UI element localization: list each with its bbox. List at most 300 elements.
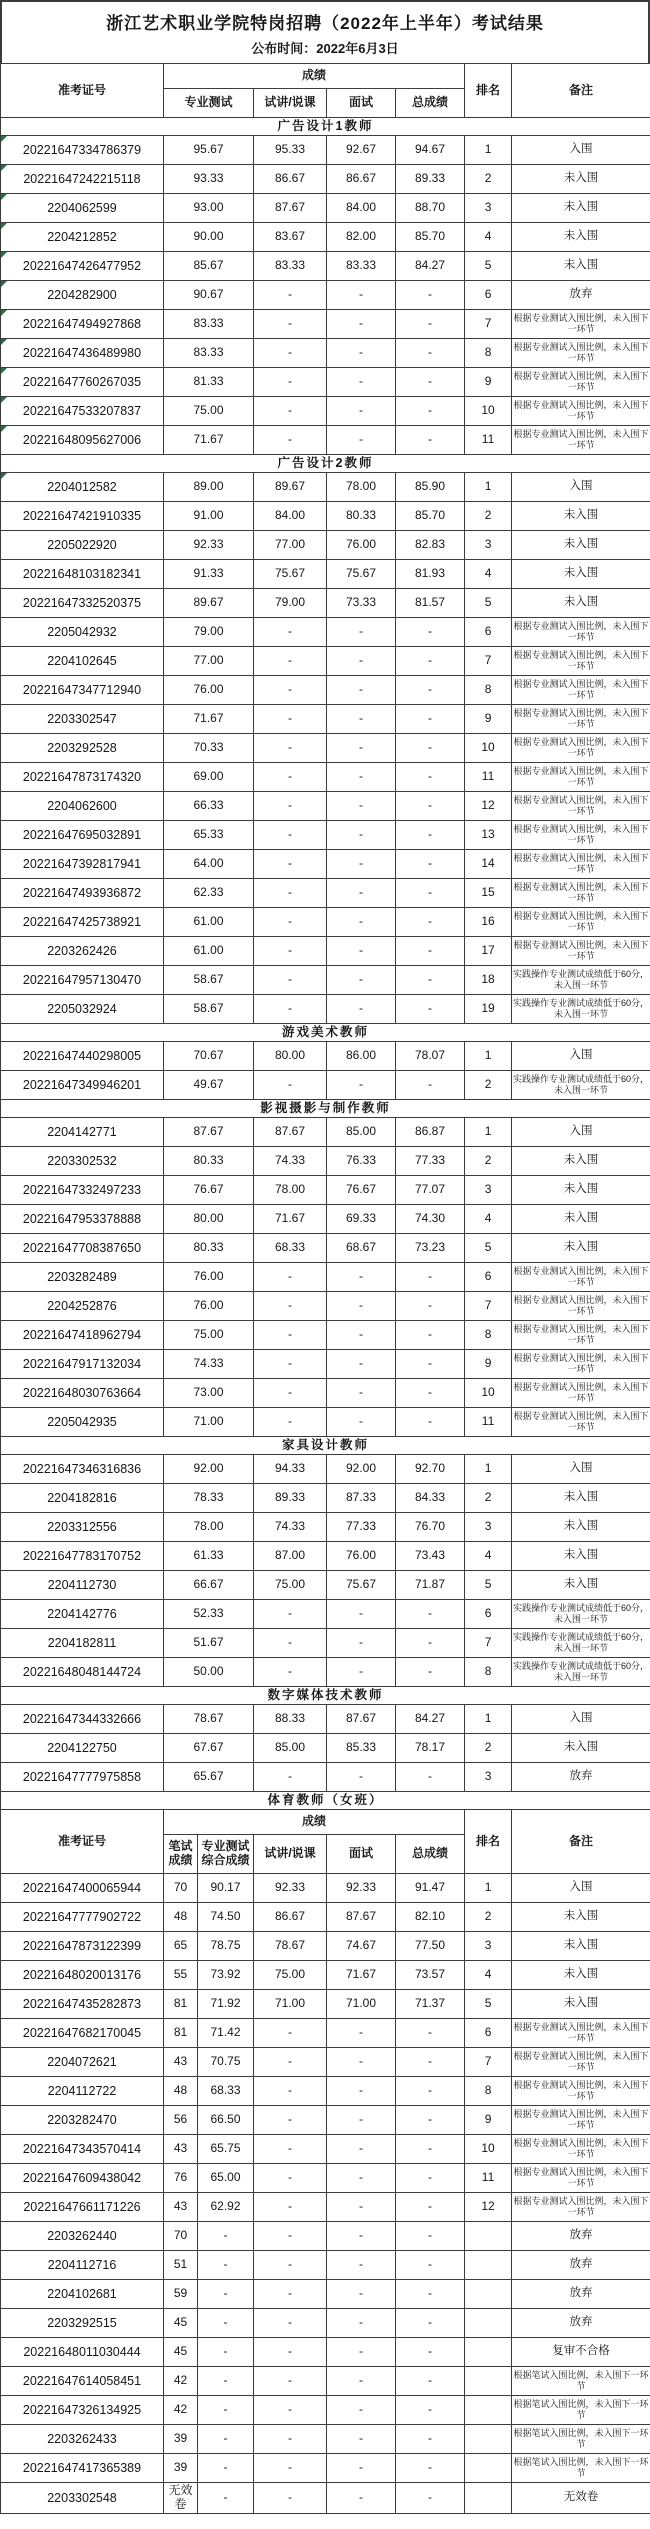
rank-cell: 6	[465, 618, 512, 647]
score-cell: -	[396, 1379, 465, 1408]
section-band-row	[1, 1100, 650, 1118]
score-cell: -	[396, 1321, 465, 1350]
score-cell: 92.00	[164, 1455, 254, 1484]
score-cell: 65.67	[164, 1763, 254, 1792]
score-cell: -	[327, 1629, 396, 1658]
score-cell: 42	[164, 2396, 198, 2425]
score-cell: -	[254, 705, 327, 734]
score-cell: -	[254, 850, 327, 879]
table-row	[1, 1350, 650, 1379]
table-row	[1, 1321, 650, 1350]
remark-cell: 放弃	[512, 281, 650, 310]
remark-cell: 未入围	[512, 1571, 650, 1600]
score-cell: -	[396, 281, 465, 310]
score-cell: 76.00	[164, 676, 254, 705]
score-cell: -	[198, 2454, 254, 2483]
score-cell: 64.00	[164, 850, 254, 879]
score-cell: -	[254, 966, 327, 995]
rank-cell: 7	[465, 2048, 512, 2077]
score-cell: 71.37	[396, 1990, 465, 2019]
rank-cell: 2	[465, 1734, 512, 1763]
rank-cell: 2	[465, 1903, 512, 1932]
remark-cell: 未入围	[512, 1176, 650, 1205]
score-cell: 68.67	[327, 1234, 396, 1263]
score-cell: -	[327, 966, 396, 995]
remark-cell: 根据专业测试入围比例，未入围下一环节	[512, 310, 650, 339]
score-cell: -	[327, 310, 396, 339]
exam-number-cell: 20221647346316836	[1, 1455, 164, 1484]
remark-cell: 未入围	[512, 502, 650, 531]
score-cell: -	[198, 2425, 254, 2454]
score-cell: -	[327, 2106, 396, 2135]
section-title: 数字媒体技术教师	[1, 1687, 650, 1705]
exam-number-cell: 2204062600	[1, 792, 164, 821]
table-row	[1, 1147, 650, 1176]
score-cell: 75.00	[164, 397, 254, 426]
score-cell: -	[254, 397, 327, 426]
rank-cell: 10	[465, 734, 512, 763]
results-table	[0, 63, 650, 2514]
score-cell: 78.17	[396, 1734, 465, 1763]
table-row	[1, 368, 650, 397]
section-band-row	[1, 455, 650, 473]
score-cell: 75.00	[254, 1571, 327, 1600]
remark-cell: 未入围	[512, 1205, 650, 1234]
score-cell: 73.33	[327, 589, 396, 618]
exam-number-cell: 2204012582	[1, 473, 164, 502]
rank-cell: 14	[465, 850, 512, 879]
section-title: 游戏美术教师	[1, 1024, 650, 1042]
remark-cell: 根据专业测试入围比例，未入围下一环节	[512, 763, 650, 792]
table-row	[1, 1763, 650, 1792]
score-cell: 91.47	[396, 1874, 465, 1903]
table-row	[1, 589, 650, 618]
header-rank: 排名	[465, 64, 512, 118]
score-cell: -	[327, 2135, 396, 2164]
score-cell: 78.07	[396, 1042, 465, 1071]
remark-cell: 未入围	[512, 1234, 650, 1263]
remark-cell: 实践操作专业测试成绩低于60分，未入围一环节	[512, 1658, 650, 1687]
score-cell: 95.33	[254, 136, 327, 165]
score-cell: -	[327, 647, 396, 676]
remark-cell: 放弃	[512, 1763, 650, 1792]
exam-number-cell: 20221648020013176	[1, 1961, 164, 1990]
score-cell: -	[198, 2396, 254, 2425]
remark-cell: 根据专业测试入围比例，未入围下一环节	[512, 879, 650, 908]
table-row	[1, 1600, 650, 1629]
score-cell: -	[396, 1350, 465, 1379]
exam-number-cell: 2204102645	[1, 647, 164, 676]
remark-cell: 根据专业测试入围比例，未入围下一环节	[512, 368, 650, 397]
table-header-row	[1, 1810, 650, 1835]
table-header-row	[1, 64, 650, 89]
exam-number-cell: 20221647708387650	[1, 1234, 164, 1263]
score-cell: 56	[164, 2106, 198, 2135]
score-cell: -	[396, 618, 465, 647]
rank-cell: 15	[465, 879, 512, 908]
exam-number-cell: 20221647334786379	[1, 136, 164, 165]
score-cell: -	[254, 426, 327, 455]
table-row	[1, 2193, 650, 2222]
rank-cell: 5	[465, 589, 512, 618]
header-exam-no: 准考证号	[1, 1810, 164, 1874]
score-cell: -	[254, 2425, 327, 2454]
table-row	[1, 1484, 650, 1513]
rank-cell: 9	[465, 368, 512, 397]
score-cell: 78.00	[254, 1176, 327, 1205]
remark-cell: 根据专业测试入围比例，未入围下一环节	[512, 339, 650, 368]
remark-cell: 根据笔试入围比例，未入围下一环节	[512, 2454, 650, 2483]
score-cell: 71.67	[164, 426, 254, 455]
table-row	[1, 1118, 650, 1147]
rank-cell: 2	[465, 1147, 512, 1176]
score-cell: -	[396, 792, 465, 821]
table-row	[1, 2396, 650, 2425]
score-cell: 83.33	[164, 339, 254, 368]
score-cell: 85.70	[396, 502, 465, 531]
score-cell: -	[254, 2483, 327, 2514]
rank-cell: 8	[465, 1321, 512, 1350]
table-row	[1, 2280, 650, 2309]
remark-cell: 根据专业测试入围比例，未入围下一环节	[512, 705, 650, 734]
score-cell: 58.67	[164, 966, 254, 995]
score-cell: 66.33	[164, 792, 254, 821]
score-cell: -	[327, 2396, 396, 2425]
score-cell: -	[396, 1071, 465, 1100]
score-cell: 84.27	[396, 1705, 465, 1734]
table-row	[1, 136, 650, 165]
remark-cell: 根据专业测试入围比例，未入围下一环节	[512, 2135, 650, 2164]
section-band-row	[1, 1792, 650, 1810]
exam-number-cell: 2203302547	[1, 705, 164, 734]
score-cell: 87.00	[254, 1542, 327, 1571]
remark-cell: 入围	[512, 1042, 650, 1071]
table-row	[1, 937, 650, 966]
remark-cell: 根据专业测试入围比例，未入围下一环节	[512, 908, 650, 937]
table-row	[1, 2164, 650, 2193]
table-row	[1, 1176, 650, 1205]
rank-cell: 3	[465, 531, 512, 560]
table-row	[1, 1903, 650, 1932]
score-cell: 94.67	[396, 136, 465, 165]
score-cell: -	[396, 2077, 465, 2106]
score-cell: -	[396, 705, 465, 734]
score-cell: 92.00	[327, 1455, 396, 1484]
exam-number-cell: 2205032924	[1, 995, 164, 1024]
section-band-row	[1, 1024, 650, 1042]
table-row	[1, 2077, 650, 2106]
score-cell: 85.00	[254, 1734, 327, 1763]
score-cell: 87.67	[164, 1118, 254, 1147]
remark-cell: 未入围	[512, 560, 650, 589]
score-cell: -	[327, 1600, 396, 1629]
score-cell: -	[396, 2106, 465, 2135]
remark-cell: 根据专业测试入围比例，未入围下一环节	[512, 2164, 650, 2193]
table-row	[1, 2048, 650, 2077]
header-score-col: 面试	[327, 1835, 396, 1874]
score-cell: 76.00	[164, 1263, 254, 1292]
score-cell: 70.75	[198, 2048, 254, 2077]
score-cell: -	[396, 397, 465, 426]
score-cell: 71.87	[396, 1571, 465, 1600]
rank-cell: 4	[465, 223, 512, 252]
score-cell: -	[396, 1763, 465, 1792]
exam-number-cell: 20221647344332666	[1, 1705, 164, 1734]
rank-cell	[465, 2454, 512, 2483]
exam-number-cell: 20221647953378888	[1, 1205, 164, 1234]
exam-number-cell: 20221648095627006	[1, 426, 164, 455]
score-cell: -	[396, 2019, 465, 2048]
remark-cell: 未入围	[512, 589, 650, 618]
score-cell: 76.70	[396, 1513, 465, 1542]
header-score-group: 成绩	[164, 64, 465, 89]
rank-cell: 3	[465, 1513, 512, 1542]
score-cell: -	[254, 995, 327, 1024]
table-row	[1, 165, 650, 194]
header-score-col: 总成绩	[396, 89, 465, 118]
score-cell: 73.00	[164, 1379, 254, 1408]
rank-cell	[465, 2251, 512, 2280]
rank-cell: 1	[465, 1118, 512, 1147]
table-row	[1, 792, 650, 821]
score-cell: -	[254, 1763, 327, 1792]
table-row	[1, 1932, 650, 1961]
score-cell: -	[327, 2483, 396, 2514]
score-cell: -	[254, 908, 327, 937]
score-cell: -	[396, 1292, 465, 1321]
score-cell: 83.67	[254, 223, 327, 252]
header-score-col: 面试	[327, 89, 396, 118]
score-cell: 83.33	[327, 252, 396, 281]
remark-cell: 根据专业测试入围比例，未入围下一环节	[512, 850, 650, 879]
remark-cell: 实践操作专业测试成绩低于60分，未入围一环节	[512, 995, 650, 1024]
remark-cell: 未入围	[512, 1961, 650, 1990]
rank-cell: 18	[465, 966, 512, 995]
score-cell: 80.33	[164, 1147, 254, 1176]
score-cell: 81	[164, 2019, 198, 2048]
remark-cell: 未入围	[512, 1903, 650, 1932]
score-cell: -	[396, 2309, 465, 2338]
exam-number-cell: 2203292528	[1, 734, 164, 763]
rank-cell: 10	[465, 1379, 512, 1408]
table-row	[1, 2251, 650, 2280]
rank-cell: 9	[465, 2106, 512, 2135]
table-row	[1, 734, 650, 763]
score-cell: -	[254, 1350, 327, 1379]
score-cell: 58.67	[164, 995, 254, 1024]
exam-number-cell: 20221647421910335	[1, 502, 164, 531]
score-cell: -	[254, 2193, 327, 2222]
score-cell: -	[327, 618, 396, 647]
score-cell: -	[327, 368, 396, 397]
table-row	[1, 966, 650, 995]
score-cell: 82.10	[396, 1903, 465, 1932]
exam-number-cell: 20221647682170045	[1, 2019, 164, 2048]
table-row	[1, 908, 650, 937]
score-cell: 77.00	[164, 647, 254, 676]
rank-cell: 9	[465, 705, 512, 734]
remark-cell: 未入围	[512, 194, 650, 223]
score-cell: 62.33	[164, 879, 254, 908]
score-cell: 65.00	[198, 2164, 254, 2193]
table-row	[1, 879, 650, 908]
exam-number-cell: 20221647332520375	[1, 589, 164, 618]
exam-number-cell: 20221647435282873	[1, 1990, 164, 2019]
score-cell: 87.67	[327, 1705, 396, 1734]
score-cell: 70	[164, 1874, 198, 1903]
score-cell: 无效卷	[164, 2483, 198, 2514]
score-cell: 61.00	[164, 937, 254, 966]
rank-cell: 5	[465, 1234, 512, 1263]
score-cell: -	[254, 2309, 327, 2338]
rank-cell: 6	[465, 1263, 512, 1292]
score-cell: -	[254, 310, 327, 339]
score-cell: -	[198, 2309, 254, 2338]
exam-number-cell: 2205042932	[1, 618, 164, 647]
score-cell: -	[396, 310, 465, 339]
remark-cell: 未入围	[512, 1513, 650, 1542]
score-cell: -	[254, 734, 327, 763]
rank-cell: 17	[465, 937, 512, 966]
score-cell: 80.00	[164, 1205, 254, 1234]
rank-cell: 7	[465, 647, 512, 676]
score-cell: -	[327, 2454, 396, 2483]
score-cell: -	[254, 2019, 327, 2048]
table-row	[1, 2135, 650, 2164]
score-cell: 90.00	[164, 223, 254, 252]
table-row	[1, 618, 650, 647]
score-cell: 85.33	[327, 1734, 396, 1763]
score-cell: 90.17	[198, 1874, 254, 1903]
score-cell: 52.33	[164, 1600, 254, 1629]
score-cell: 85.00	[327, 1118, 396, 1147]
score-cell: 87.67	[327, 1903, 396, 1932]
rank-cell: 11	[465, 2164, 512, 2193]
table-row	[1, 397, 650, 426]
score-cell: -	[396, 1600, 465, 1629]
score-cell: 70.33	[164, 734, 254, 763]
remark-cell: 根据专业测试入围比例，未入围下一环节	[512, 397, 650, 426]
remark-cell: 根据专业测试入围比例，未入围下一环节	[512, 937, 650, 966]
rank-cell: 11	[465, 763, 512, 792]
rank-cell: 16	[465, 908, 512, 937]
score-cell: -	[396, 2251, 465, 2280]
rank-cell: 4	[465, 1961, 512, 1990]
score-cell: -	[254, 281, 327, 310]
score-cell: -	[198, 2367, 254, 2396]
remark-cell: 入围	[512, 1118, 650, 1147]
score-cell: -	[396, 2425, 465, 2454]
score-cell: 86.67	[327, 165, 396, 194]
table-row	[1, 1292, 650, 1321]
score-cell: 93.33	[164, 165, 254, 194]
rank-cell: 6	[465, 281, 512, 310]
table-row	[1, 252, 650, 281]
table-row	[1, 310, 650, 339]
score-cell: 81.33	[164, 368, 254, 397]
score-cell: 76.00	[164, 1292, 254, 1321]
remark-cell: 根据专业测试入围比例，未入围下一环节	[512, 2106, 650, 2135]
score-cell: -	[327, 1263, 396, 1292]
score-cell: 91.00	[164, 502, 254, 531]
score-cell: -	[327, 879, 396, 908]
rank-cell: 2	[465, 1071, 512, 1100]
score-cell: 73.57	[396, 1961, 465, 1990]
rank-cell: 3	[465, 1763, 512, 1792]
remark-cell: 根据笔试入围比例，未入围下一环节	[512, 2367, 650, 2396]
rank-cell	[465, 2222, 512, 2251]
remark-cell: 根据专业测试入围比例，未入围下一环节	[512, 2048, 650, 2077]
score-cell: 89.33	[254, 1484, 327, 1513]
score-cell: 67.67	[164, 1734, 254, 1763]
section-band-row	[1, 118, 650, 136]
remark-cell: 根据笔试入围比例，未入围下一环节	[512, 2396, 650, 2425]
table-row	[1, 1071, 650, 1100]
score-cell: -	[327, 281, 396, 310]
exam-number-cell: 20221647400065944	[1, 1874, 164, 1903]
score-cell: -	[254, 792, 327, 821]
score-cell: 76.67	[164, 1176, 254, 1205]
score-cell: -	[396, 1658, 465, 1687]
remark-cell: 实践操作专业测试成绩低于60分，未入围一环节	[512, 1629, 650, 1658]
table-row	[1, 1379, 650, 1408]
score-cell: 84.00	[327, 194, 396, 223]
score-cell: 86.67	[254, 165, 327, 194]
exam-number-cell: 20221647349946201	[1, 1071, 164, 1100]
exam-number-cell: 20221647957130470	[1, 966, 164, 995]
header-remark: 备注	[512, 1810, 650, 1874]
score-cell: 76	[164, 2164, 198, 2193]
score-cell: 77.07	[396, 1176, 465, 1205]
exam-number-cell: 20221647873174320	[1, 763, 164, 792]
exam-number-cell: 20221647493936872	[1, 879, 164, 908]
remark-cell: 无效卷	[512, 2483, 650, 2514]
score-cell: 77.00	[254, 531, 327, 560]
header-score-col: 试讲/说课	[254, 89, 327, 118]
score-cell: -	[327, 2193, 396, 2222]
rank-cell: 1	[465, 1705, 512, 1734]
remark-cell: 未入围	[512, 1932, 650, 1961]
exam-number-cell: 20221647418962794	[1, 1321, 164, 1350]
score-cell: 87.67	[254, 194, 327, 223]
remark-cell: 根据专业测试入围比例，未入围下一环节	[512, 647, 650, 676]
exam-number-cell: 20221647343570414	[1, 2135, 164, 2164]
section-title: 广告设计2教师	[1, 455, 650, 473]
exam-number-cell: 20221648103182341	[1, 560, 164, 589]
score-cell: -	[254, 618, 327, 647]
table-row	[1, 2309, 650, 2338]
score-cell: 84.27	[396, 252, 465, 281]
score-cell: 45	[164, 2338, 198, 2367]
score-cell: 45	[164, 2309, 198, 2338]
score-cell: -	[396, 2396, 465, 2425]
score-cell: -	[254, 1600, 327, 1629]
header-score-col: 笔试成绩	[164, 1835, 198, 1874]
results-table-body	[1, 64, 650, 2514]
rank-cell	[465, 2338, 512, 2367]
exam-number-cell: 2204142771	[1, 1118, 164, 1147]
rank-cell: 8	[465, 339, 512, 368]
remark-cell: 入围	[512, 473, 650, 502]
exam-number-cell: 2204142776	[1, 1600, 164, 1629]
score-cell: -	[198, 2338, 254, 2367]
remark-cell: 未入围	[512, 531, 650, 560]
score-cell: 90.67	[164, 281, 254, 310]
table-row	[1, 1658, 650, 1687]
score-cell: -	[254, 1071, 327, 1100]
rank-cell: 1	[465, 1455, 512, 1484]
score-cell: 76.00	[327, 1542, 396, 1571]
